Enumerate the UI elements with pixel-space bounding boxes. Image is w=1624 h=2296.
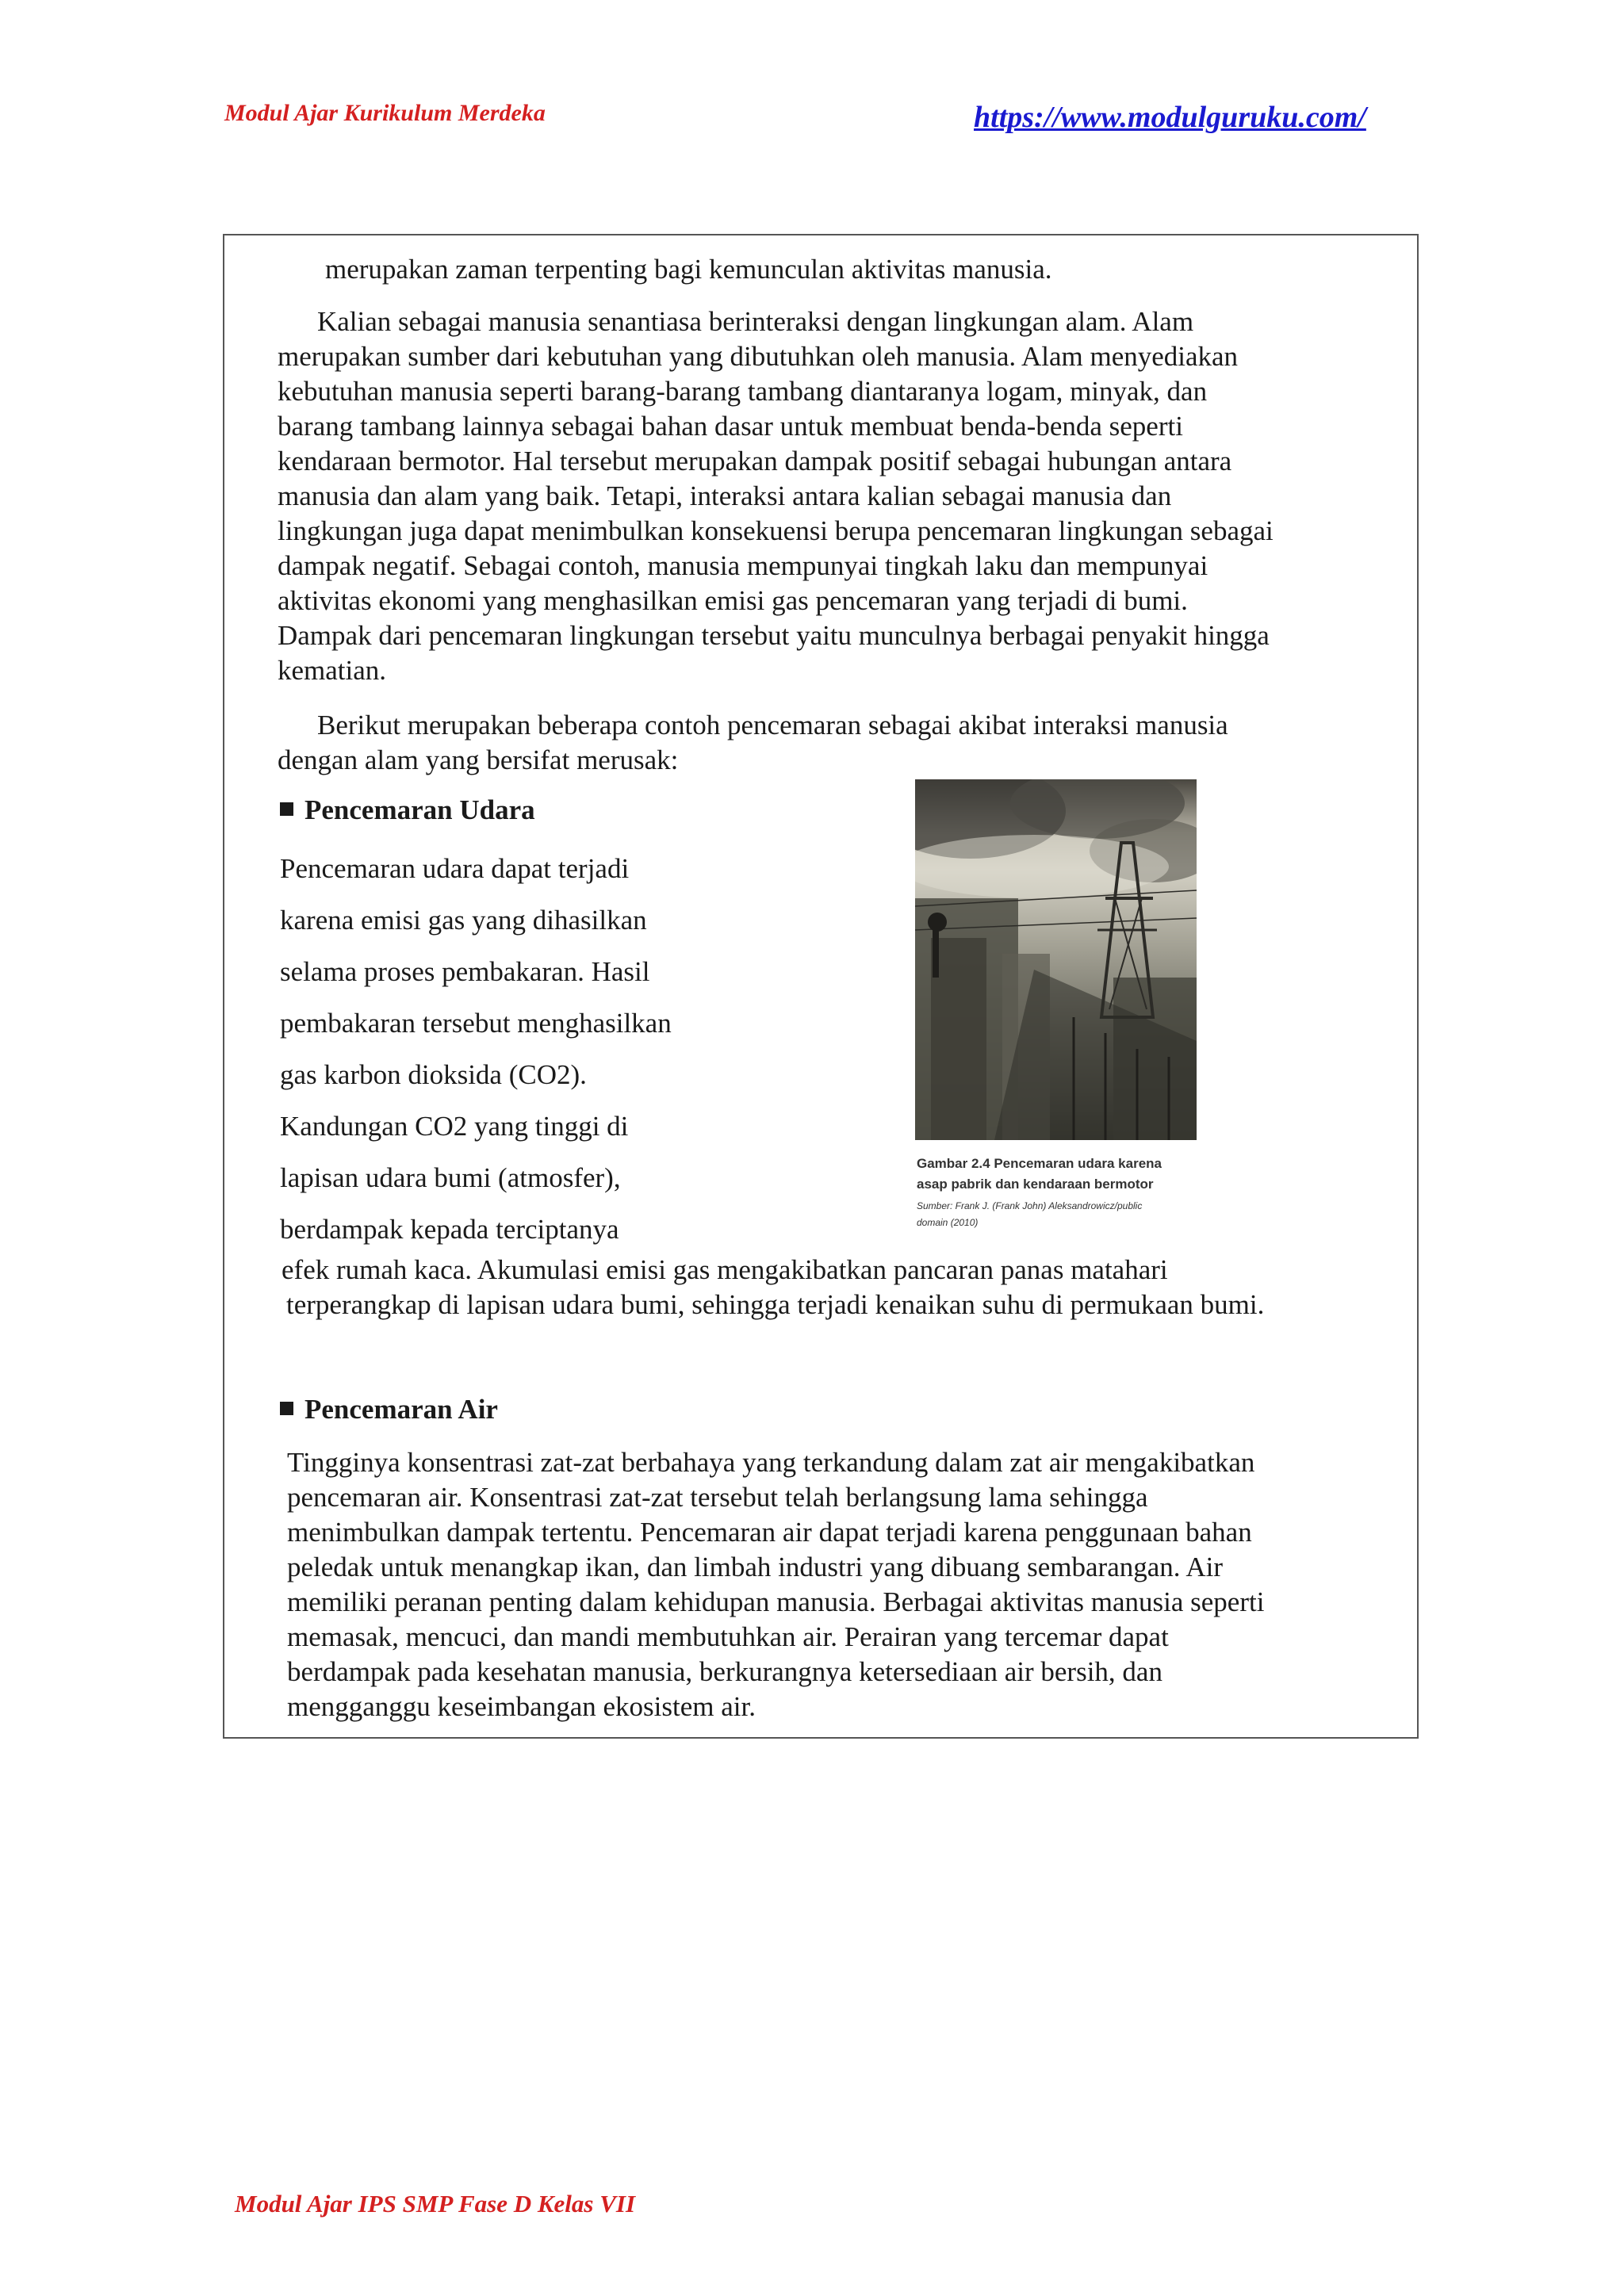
text-line: pembakaran tersebut menghasilkan — [280, 1008, 672, 1039]
text-line: menimbulkan dampak tertentu. Pencemaran air dapat terjadi karena penggunaan bahan — [287, 1517, 1252, 1548]
figure-caption-line1: Gambar 2.4 Pencemaran udara karena — [917, 1156, 1162, 1171]
text-line: manusia dan alam yang baik. Tetapi, interaksi antara kalian sebagai manusia dan — [278, 480, 1172, 511]
figure-caption-line2: asap pabrik dan kendaraan bermotor — [917, 1177, 1154, 1192]
text-line: peledak untuk menangkap ikan, dan limbah industri yang dibuang sembarangan. Air — [287, 1552, 1223, 1582]
text-line: kematian. — [278, 655, 387, 686]
text-line: aktivitas ekonomi yang menghasilkan emisi gas pencemaran yang terjadi di bumi. — [278, 585, 1188, 616]
square-bullet-icon — [280, 1402, 293, 1415]
text-line: selama proses pembakaran. Hasil — [280, 956, 650, 987]
text-line: terperangkap di lapisan udara bumi, sehingga terjadi kenaikan suhu di permukaan bumi. — [286, 1289, 1265, 1320]
figure-source-line1: Sumber: Frank J. (Frank John) Aleksandrowicz/public — [917, 1200, 1143, 1211]
header-link[interactable]: https://www.modulguruku.com/ — [974, 101, 1366, 134]
footer-title: Modul Ajar IPS SMP Fase D Kelas VII — [235, 2190, 636, 2218]
text-line: Tingginya konsentrasi zat-zat berbahaya yang terkandung dalam zat air mengakibatkan — [287, 1447, 1255, 1478]
text-line: merupakan sumber dari kebutuhan yang dibutuhkan oleh manusia. Alam menyediakan — [278, 341, 1239, 372]
text-line: berdampak pada kesehatan manusia, berkurangnya ketersediaan air bersih, dan — [287, 1656, 1162, 1687]
paragraph-udara — [280, 843, 672, 1255]
text-line: mengganggu keseimbangan ekosistem air. — [287, 1691, 756, 1722]
heading-pencemaran-air: Pencemaran Air — [280, 1392, 498, 1427]
paragraph-interaksi — [278, 304, 1274, 688]
text-line: Berikut merupakan beberapa contoh pencemaran sebagai akibat interaksi manusia — [317, 710, 1228, 740]
text-line: kebutuhan manusia seperti barang-barang tambang diantaranya logam, minyak, dan — [278, 376, 1208, 407]
heading-pencemaran-udara: Pencemaran Udara — [280, 793, 535, 828]
text-line: gas karbon dioksida (CO2). — [280, 1059, 587, 1090]
text-line: kendaraan bermotor. Hal tersebut merupakan dampak positif sebagai hubungan antara — [278, 446, 1232, 476]
text-line: efek rumah kaca. Akumulasi emisi gas mengakibatkan pancaran panas matahari — [282, 1254, 1168, 1285]
paragraph-contoh — [278, 708, 1228, 778]
text-line: berdampak kepada terciptanya — [280, 1214, 619, 1245]
text-line: Kalian sebagai manusia senantiasa berinteraksi dengan lingkungan alam. Alam — [317, 306, 1194, 337]
paragraph-air — [287, 1445, 1264, 1724]
text-line: lapisan udara bumi (atmosfer), — [280, 1162, 621, 1193]
text-line: lingkungan juga dapat menimbulkan konsekuensi berupa pencemaran lingkungan sebagai — [278, 515, 1274, 546]
text-line: pencemaran air. Konsentrasi zat-zat tersebut telah berlangsung lama sehingga — [287, 1482, 1148, 1513]
square-bullet-icon — [280, 802, 293, 816]
figure-source-line2: domain (2010) — [917, 1217, 979, 1228]
pollution-photo — [915, 779, 1197, 1140]
header-title: Modul Ajar Kurikulum Merdeka — [224, 100, 546, 126]
text-line: barang tambang lainnya sebagai bahan dasar untuk membuat benda-benda seperti — [278, 411, 1183, 442]
text-line: memiliki peranan penting dalam kehidupan manusia. Berbagai aktivitas manusia seperti — [287, 1586, 1265, 1617]
text-line: Pencemaran udara dapat terjadi — [280, 853, 630, 884]
text-line: dengan alam yang bersifat merusak: — [278, 744, 679, 775]
opening-line: merupakan zaman terpenting bagi kemunculan aktivitas manusia. — [325, 254, 1052, 285]
text-line: Kandungan CO2 yang tinggi di — [280, 1111, 629, 1142]
text-line: Dampak dari pencemaran lingkungan tersebut yaitu munculnya berbagai penyakit hingga — [278, 620, 1270, 651]
text-line: karena emisi gas yang dihasilkan — [280, 905, 647, 936]
text-line: memasak, mencuci, dan mandi membutuhkan air. Perairan yang tercemar dapat — [287, 1621, 1169, 1652]
text-line: dampak negatif. Sebagai contoh, manusia mempunyai tingkah laku dan mempunyai — [278, 550, 1208, 581]
paragraph-udara-lanjutan — [282, 1253, 1264, 1322]
